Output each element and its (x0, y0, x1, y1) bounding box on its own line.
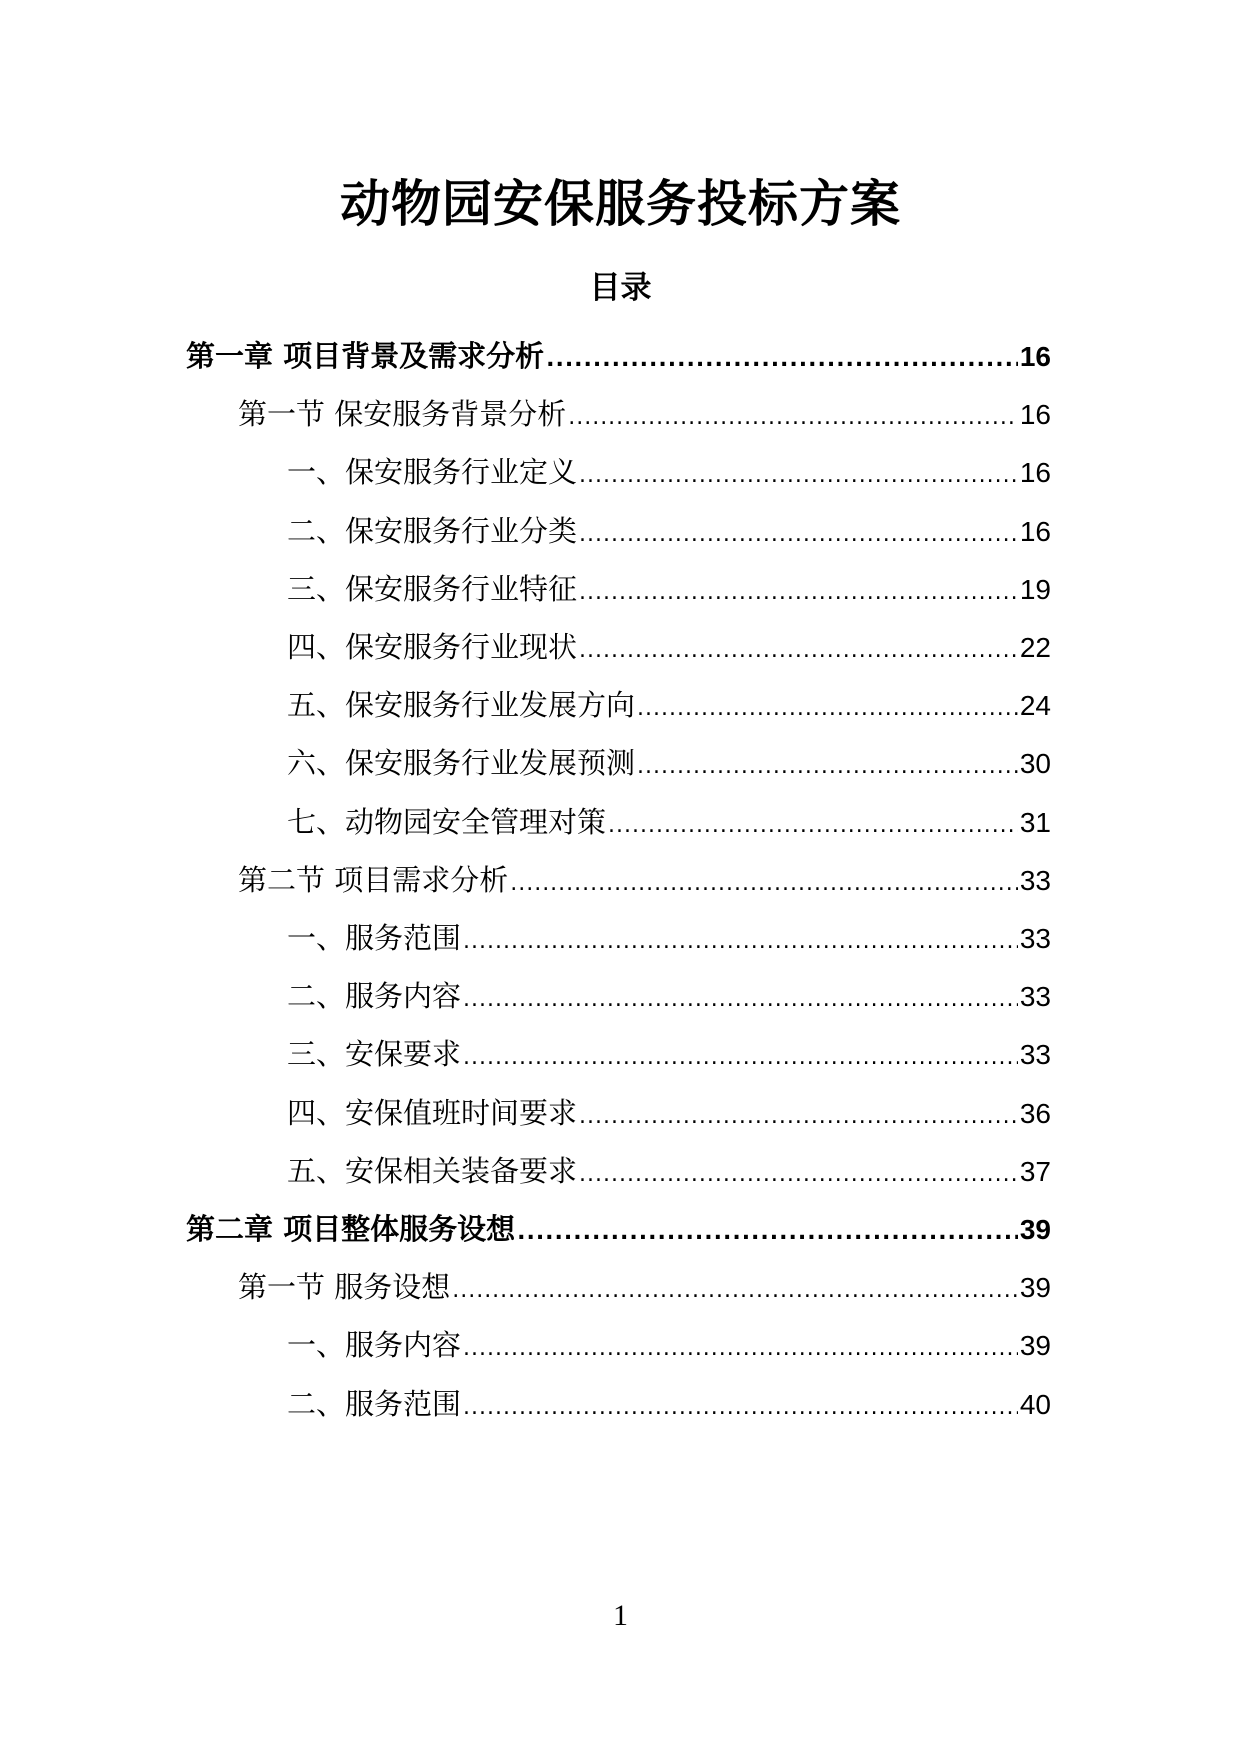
toc-dot-leader (579, 454, 1018, 498)
toc-dot-leader (608, 804, 1018, 848)
toc-entry-page: 39 (1019, 1214, 1051, 1245)
toc-dot-leader (579, 1153, 1018, 1197)
toc-entry[interactable] (287, 683, 1051, 727)
toc-entry[interactable] (287, 741, 1051, 785)
toc-heading: 目录 (589, 270, 652, 306)
toc-dot-leader (463, 1386, 1018, 1430)
toc-entry-page: 16 (1019, 457, 1051, 489)
toc-entry[interactable] (238, 858, 1051, 902)
toc-entry-title: 第二节 项目需求分析 (238, 862, 509, 897)
toc-entry[interactable] (287, 1382, 1051, 1426)
toc-entry-page: 24 (1019, 690, 1051, 722)
toc-entry-page: 33 (1019, 864, 1051, 896)
toc-entry-page: 19 (1019, 573, 1051, 605)
toc-dot-leader (579, 571, 1018, 615)
toc-dot-leader (579, 629, 1018, 673)
toc-dot-leader (463, 978, 1018, 1022)
toc-entry[interactable] (238, 392, 1051, 436)
toc-dot-leader (452, 1269, 1018, 1313)
toc-entry-title: 一、保安服务行业定义 (287, 455, 578, 490)
toc-entry-page: 16 (1019, 515, 1051, 547)
toc-entry-title: 五、安保相关装备要求 (287, 1153, 578, 1188)
toc-entry[interactable] (186, 334, 1051, 378)
toc-entry-title: 第一节 保安服务背景分析 (238, 397, 567, 432)
toc-entry-title: 第二章 项目整体服务设想 (186, 1212, 516, 1246)
toc-entry-page: 30 (1019, 748, 1051, 780)
toc-entry-page: 22 (1019, 632, 1051, 663)
toc-entry-page: 33 (1019, 981, 1051, 1013)
toc-entry-title: 七、动物园安全管理对策 (287, 804, 607, 839)
toc-entry-title: 五、保安服务行业发展方向 (287, 688, 636, 723)
toc-entry[interactable] (287, 916, 1051, 960)
toc-entry[interactable] (238, 1265, 1051, 1309)
toc-entry-page: 40 (1019, 1388, 1051, 1420)
toc-entry-title: 第一章 项目背景及需求分析 (186, 339, 545, 373)
toc-dot-leader (463, 920, 1018, 964)
toc-entry[interactable] (287, 1323, 1051, 1367)
toc-entry-page: 31 (1019, 806, 1051, 838)
toc-entry-title: 四、安保值班时间要求 (287, 1095, 578, 1130)
toc-dot-leader (579, 1095, 1018, 1139)
toc-entry-title: 第一节 服务设想 (238, 1270, 451, 1305)
toc-entry-page: 39 (1019, 1330, 1051, 1362)
document-title: 动物园安保服务投标方案 (340, 175, 901, 233)
toc-entry[interactable] (186, 1207, 1051, 1251)
toc-entry-title: 六、保安服务行业发展预测 (287, 746, 636, 781)
toc-dot-leader (637, 745, 1018, 789)
toc-entry-title: 四、保安服务行业现状 (287, 630, 578, 664)
toc-entry[interactable] (287, 509, 1051, 553)
toc-entry[interactable] (287, 567, 1051, 611)
toc-entry-title: 二、服务内容 (287, 979, 462, 1014)
toc-entry-title: 三、安保要求 (287, 1037, 462, 1072)
toc-entry-page: 16 (1019, 399, 1051, 431)
toc-entry-page: 33 (1019, 923, 1051, 954)
toc-entry-title: 三、保安服务行业特征 (287, 571, 578, 606)
toc-dot-leader (546, 338, 1018, 382)
toc-entry-page: 16 (1019, 341, 1051, 372)
toc-entry[interactable] (287, 974, 1051, 1018)
toc-entry[interactable] (287, 1091, 1051, 1135)
toc-dot-leader (463, 1036, 1018, 1080)
toc-dot-leader (510, 862, 1018, 906)
toc-dot-leader (579, 513, 1018, 557)
toc-entry-page: 33 (1019, 1039, 1051, 1071)
toc-entry[interactable] (287, 1032, 1051, 1076)
toc-entry-title: 一、服务范围 (287, 921, 462, 955)
toc-entry[interactable] (287, 800, 1051, 844)
toc-entry-page: 39 (1019, 1272, 1051, 1304)
page-number: 1 (613, 1599, 628, 1632)
toc-entry-title: 二、保安服务行业分类 (287, 513, 578, 548)
toc-dot-leader (568, 396, 1018, 440)
toc-entry-title: 一、服务内容 (287, 1328, 462, 1363)
toc-dot-leader (637, 687, 1018, 731)
toc-entry-page: 36 (1019, 1097, 1051, 1129)
toc-entry-page: 37 (1019, 1155, 1051, 1187)
toc-dot-leader (517, 1211, 1018, 1255)
toc-entry[interactable] (287, 1149, 1051, 1193)
toc-entry-title: 二、服务范围 (287, 1386, 462, 1421)
toc-entry[interactable] (287, 625, 1051, 669)
toc-dot-leader (463, 1327, 1018, 1371)
toc-entry[interactable] (287, 450, 1051, 494)
